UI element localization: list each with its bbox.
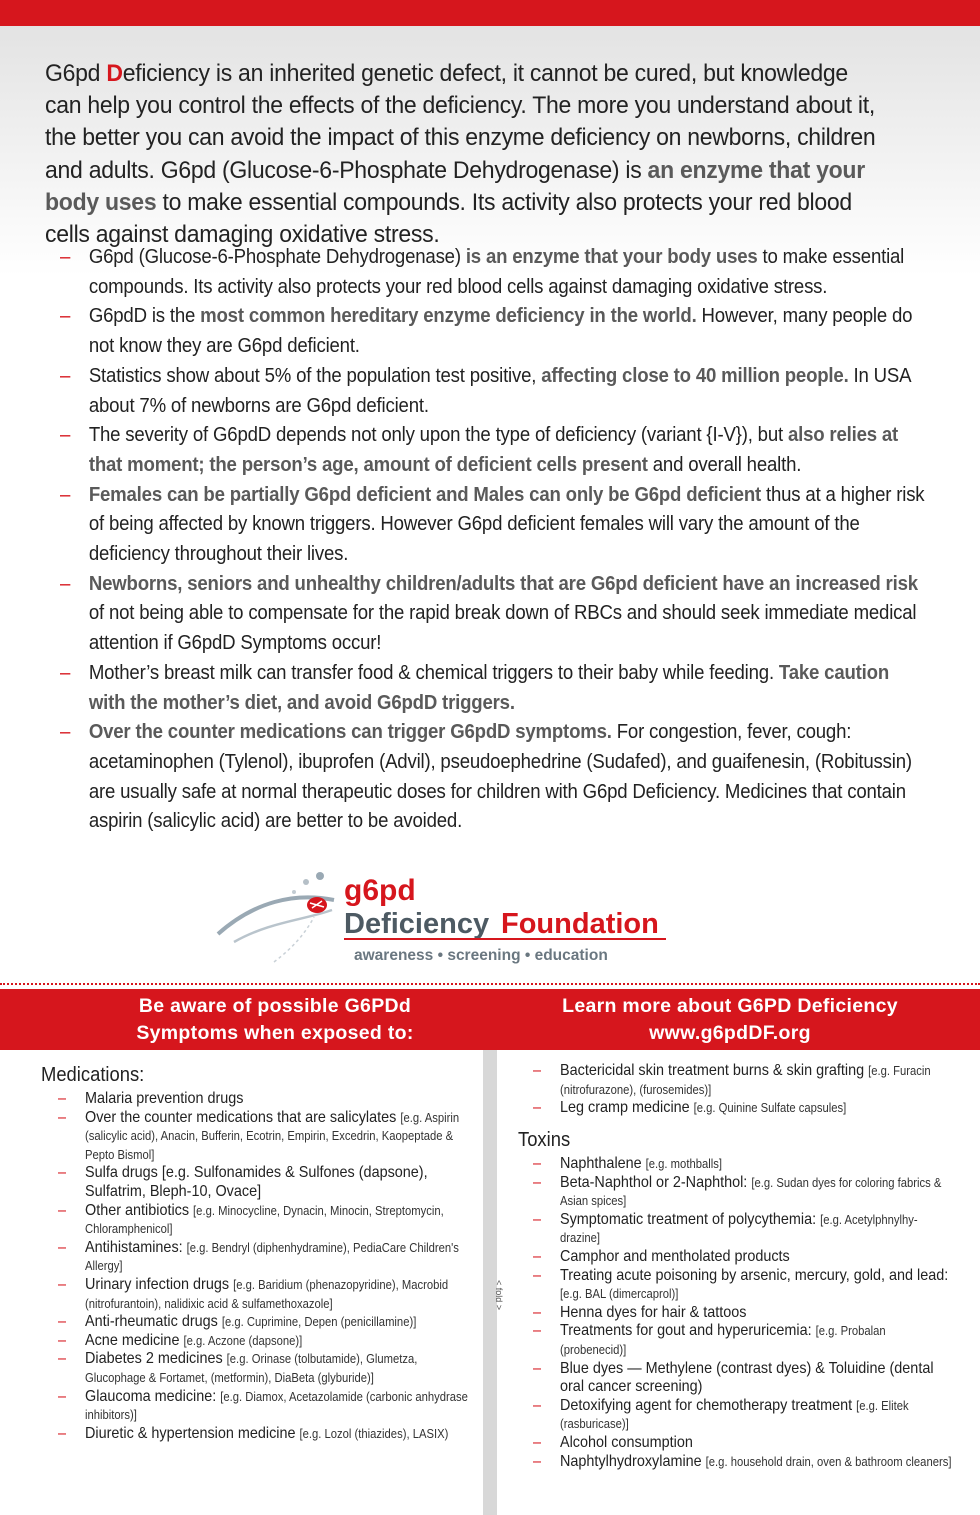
logo-deficiency: Deficiency [344, 908, 490, 940]
intro-paragraph [45, 58, 882, 251]
dash-icon: – [58, 1275, 67, 1293]
list-item: – Sulfa drugs [e.g. Sulfonamides & Sulfones (dapsone), Sulfatrim, Bleph-10, Ovace] [58, 1164, 428, 1200]
dash-icon: – [533, 1322, 542, 1340]
dash-icon: – [533, 1396, 542, 1414]
list-item: – Treatments for gout and hyperuricemia: [e.g. Probalan (probenecid)] [533, 1322, 886, 1357]
medications-continued-list [533, 1062, 952, 1118]
list-item: – Blue dyes — Methylene (contrast dyes) & Toluidine (dental oral cancer screening) [533, 1359, 934, 1396]
dash-icon: – [58, 1164, 67, 1182]
fact-item: – Over the counter medications can trigger G6pdD symptoms. For congestion, fever, cough: acetaminophen (Tylenol), ibuprofen (Advil), pseudoephedrine (Sudafed), and guaifenesin, (Robitussin) are usually safe at normal therapeutic doses for children with G6pd Deficiency. Medicines that contain aspirin (salicylic acid) are better to be avoided. [60, 718, 925, 837]
dash-icon: – [533, 1303, 542, 1321]
list-item: – Over the counter medications that are salicylates [e.g. Aspirin (salicylic acid), Anacin, Bufferin, Ecotrin, Empirin, Excedrin, Kaopeptade & Pepto Bismol] [58, 1108, 460, 1162]
list-item: – Beta-Naphthol or 2-Naphthol: [e.g. Sudan dyes for coloring fabrics & Asian spices] [533, 1173, 942, 1209]
list-item: – Malaria prevention drugs [58, 1090, 244, 1107]
website-link[interactable]: www.g6pdDF.org [649, 1022, 811, 1044]
dash-icon: – [60, 483, 71, 506]
intro-text-3: to make essential compounds. Its activity also protects your red blood cells against damaging oxidative stress. [45, 188, 852, 249]
intro-bold: an enzyme that your body uses [45, 156, 865, 216]
dna-swirl-icon [218, 872, 334, 962]
list-item: – Alcohol consumption [533, 1433, 693, 1451]
logo-g6pd: g6pd [344, 874, 416, 907]
dash-icon: – [533, 1155, 542, 1172]
medications-list [58, 1090, 477, 1443]
red-header-band [0, 989, 980, 1050]
dash-icon: – [533, 1099, 542, 1117]
dash-icon: – [58, 1238, 67, 1256]
learn-more-heading: Learn more about G6PD Deficiency www.g6pdDF.org [510, 993, 950, 1047]
list-item: – Diabetes 2 medicines [e.g. Orinase (tolbutamide), Glumetza, Glucophage & Fortamet, (metformin), DiaBeta (glyburide)] [58, 1350, 418, 1385]
fact-item: – Females can be partially G6pd deficient and Males can only be G6pd deficient thus at a higher risk of being affected by known triggers. However G6pd deficient females will vary the amount of the deficiency throughout their lives. [60, 481, 925, 570]
top-red-bar [0, 0, 980, 26]
list-item: – Camphor and mentholated products [533, 1247, 790, 1265]
dash-icon: – [60, 364, 71, 387]
fact-item: – The severity of G6pdD depends not only upon the type of deficiency (variant {I-V}), but also relies at that moment; the person’s age, amount of deficient cells present and overall health. [60, 421, 925, 480]
dash-icon: – [60, 424, 71, 447]
list-item: – Naphthalene [e.g. mothballs] [533, 1155, 722, 1172]
list-item: – Bactericidal skin treatment burns & skin grafting [e.g. Furacin (nitrofurazone), (furosemides)] [533, 1062, 931, 1097]
intro-red-d: D [106, 60, 123, 87]
dash-icon: – [533, 1452, 542, 1470]
intro-text-1: G6pd [45, 60, 107, 87]
list-item: – Naphtylhydroxylamine [e.g. household drain, oven & bathroom cleaners] [533, 1452, 952, 1470]
fact-item: – G6pdD is the most common hereditary enzyme deficiency in the world. However, many people do not know they are G6pd deficient. [60, 302, 925, 361]
dash-icon: – [58, 1201, 67, 1219]
dash-icon: – [60, 305, 71, 328]
list-item: – Antihistamines: [e.g. Bendryl (diphenhydramine), PediaCare Children's Allergy] [58, 1238, 459, 1274]
fact-item: – Statistics show about 5% of the population test positive, affecting close to 40 million people. In USA about 7% of newborns are G6pd deficient. [60, 362, 925, 421]
fold-label: < fold > [494, 1279, 504, 1311]
fact-item: – Newborns, seniors and unhealthy children/adults that are G6pd deficient have an increased risk of not being able to compensate for the rapid break down of RBCs and should seek immediate medical attention if G6pdD Symptoms occur! [60, 570, 925, 659]
dash-icon: – [58, 1331, 67, 1349]
dash-icon: – [533, 1062, 542, 1079]
list-item: – Detoxifying agent for chemotherapy treatment [e.g. Elitek (rasburicase)] [533, 1396, 909, 1432]
list-item: – Other antibiotics [e.g. Minocycline, Dynacin, Minocin, Streptomycin, Chloramphenicol] [58, 1201, 444, 1237]
dotted-divider [0, 983, 980, 985]
dash-icon: – [58, 1090, 67, 1107]
logo-tagline: awareness • screening • education [354, 947, 608, 964]
dash-icon: – [533, 1433, 542, 1451]
dash-icon: – [533, 1359, 542, 1377]
dash-icon: – [533, 1247, 542, 1265]
toxins-title: Toxins [518, 1129, 571, 1151]
dash-icon: – [533, 1210, 542, 1228]
logo-foundation: Foundation [501, 908, 659, 940]
list-item: – Urinary infection drugs [e.g. Baridium (phenazopyridine), Macrobid (nitrofurantoin), nalidixic acid & sulfamethoxazole] [58, 1275, 449, 1311]
list-item: – Glaucoma medicine: [e.g. Diamox, Acetazolamide (carbonic anhydrase inhibitors)] [58, 1387, 468, 1423]
symptoms-heading: Be aware of possible G6PDd Symptoms when exposed to: [136, 995, 414, 1044]
toxins-list [533, 1155, 952, 1471]
fact-list [60, 243, 925, 837]
list-item: – Leg cramp medicine [e.g. Quinine Sulfate capsules] [533, 1099, 847, 1117]
list-item: – Treating acute poisoning by arsenic, mercury, gold, and lead: [e.g. BAL (dimercaprol)] [533, 1266, 949, 1302]
dash-icon: – [58, 1387, 67, 1405]
list-item: – Symptomatic treatment of polycythemia: [e.g. Acetylphnylhy-drazine] [533, 1210, 918, 1246]
dash-icon: – [533, 1173, 542, 1191]
list-item: – Acne medicine [e.g. Aczone (dapsone)] [58, 1331, 303, 1349]
dash-icon: – [58, 1313, 67, 1331]
intro-text-2: eficiency is an inherited genetic defect, it cannot be cured, but knowledge can help you control the effects of the deficiency. The more you understand about it, the better you can avoid the impact of this enzyme deficiency on newborns, children and adults. G6pd (Glucose-6-Phosphate Dehydrogenase) is [45, 60, 876, 184]
dash-icon: – [58, 1424, 67, 1442]
list-item: – Diuretic & hypertension medicine [e.g. Lozol (thiazides), LASIX) [58, 1424, 449, 1442]
dash-icon: – [58, 1108, 67, 1126]
dash-icon: – [60, 661, 71, 684]
list-item: – Henna dyes for hair & tattoos [533, 1303, 747, 1321]
fact-item: – G6pd (Glucose-6-Phosphate Dehydrogenase) is an enzyme that your body uses to make essential compounds. Its activity also protects your red blood cells against damaging oxidative stress. [60, 243, 925, 302]
foundation-logo [214, 862, 674, 972]
list-item: – Anti-rheumatic drugs [e.g. Cuprimine, Depen (penicillamine)] [58, 1313, 417, 1331]
medications-title: Medications: [41, 1064, 145, 1086]
dash-icon: – [60, 572, 71, 595]
dash-icon: – [60, 721, 71, 744]
dash-icon: – [533, 1266, 542, 1284]
dash-icon: – [60, 246, 71, 268]
dash-icon: – [58, 1350, 67, 1368]
fact-item: – Mother’s breast milk can transfer food & chemical triggers to their baby while feeding. Take caution with the mother’s diet, and avoid G6pdD triggers. [60, 659, 925, 718]
